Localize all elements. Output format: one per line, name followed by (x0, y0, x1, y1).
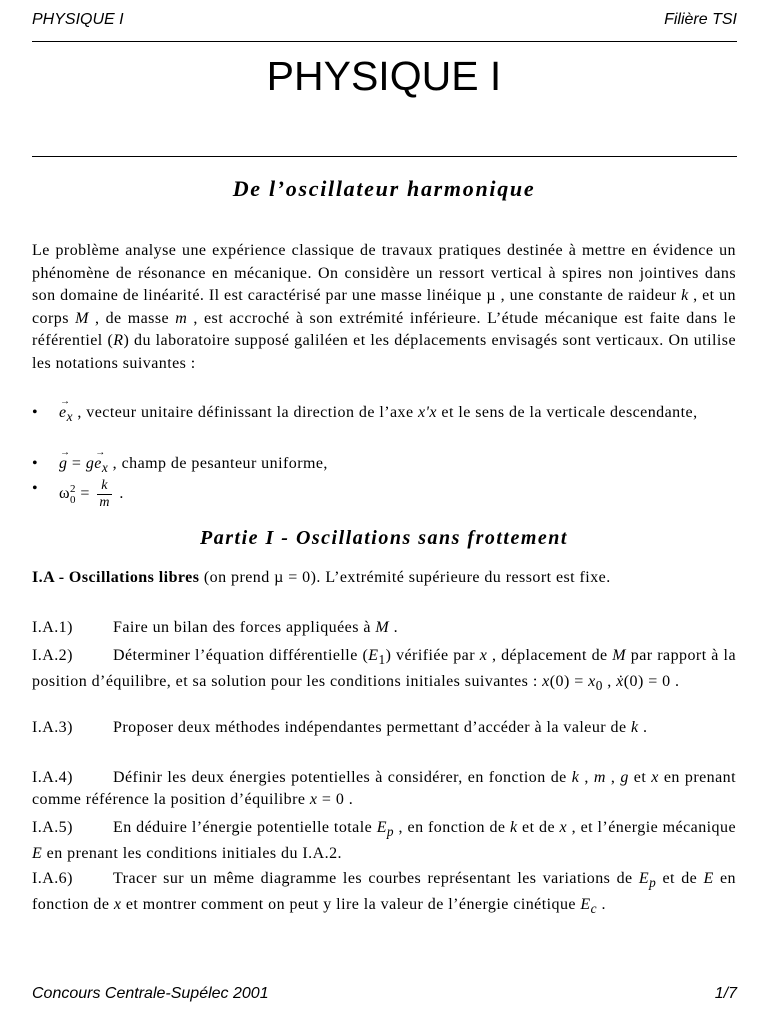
omega-symbol: ω (59, 485, 70, 503)
symbol-k: k (681, 287, 689, 304)
question-ia3: I.A.3) Proposer deux méthodes indépendantes permettant d’accéder à la valeur de k . (32, 717, 736, 739)
question-number: I.A.4) (32, 769, 73, 786)
bullet-icon: • (32, 404, 39, 421)
list-item: • → $e_x$ , vecteur unitaire définissant la direction de l’axe x'x et le sens de la verticale descendante, (32, 402, 763, 428)
gravity-vector: → g (59, 453, 67, 475)
section-ia: I.A - Oscillations libres (on prend µ = 0). L’extrémité supérieure du ressort est fixe. (32, 569, 611, 586)
footer-exam-name: Concours Centrale-Supélec 2001 (32, 985, 269, 1002)
question-ia2: I.A.2) Déterminer l’équation différentielle $(E_1)$ vérifiée par x , déplacement de M par rapport à la position d’équilibre, et sa solution pour les conditions initiales suivantes : $x(0) = x_0$ , ẋ(0) = 0 . (32, 647, 737, 693)
list-item: • ω 2 0 = $\frac{k}{m}$ . (32, 478, 124, 510)
question-number: I.A.5) (32, 819, 73, 836)
symbol-m: m (175, 309, 188, 327)
part-heading: Partie I - Oscillations sans frottement (200, 527, 568, 549)
fraction: $\frac{k}{m}$ (99, 478, 110, 510)
question-number: I.A.2) (32, 647, 73, 664)
symbol-M: M (75, 309, 89, 327)
section-heading: I.A - Oscillations libres (32, 569, 200, 586)
bullet-icon: • (32, 455, 39, 472)
symbol-R: R (113, 332, 124, 349)
intro-paragraph: Le problème analyse une expérience classique de travaux pratiques destinée à mettre en évidence un phénomène de résonance en mécanique. On considère un ressort vertical à spires non jointives dans son domaine de linéarité. Il est caractérisé par une masse linéique µ , une constante de raideur k , et un corps M , de masse m , est accroché à son extrémité inférieure. L’étude mécanique est faite dans le référentiel (R) du laboratoire supposé galiléen et les déplacements envisagés sont verticaux. On utilise les notations suivantes : (32, 242, 737, 372)
question-number: I.A.1) (32, 619, 73, 636)
question-ia4: I.A.4) Définir les deux énergies potentielles à considérer, en fonction de k , m , g et x en prenant comme référence la position d’équilibre x = 0 . (32, 769, 736, 808)
question-number: I.A.6) (32, 870, 73, 887)
page-title: PHYSIQUE I (266, 53, 502, 99)
title-divider (32, 156, 737, 157)
header-subject: PHYSIQUE I (32, 11, 124, 28)
page-number: 1/7 (714, 985, 737, 1002)
symbol-mu: µ (486, 287, 497, 304)
question-number: I.A.3) (32, 719, 73, 736)
question-ia1: I.A.1) Faire un bilan des forces appliquées à M . (32, 617, 736, 639)
question-ia5: I.A.5) En déduire l’énergie potentielle totale $E_p$ , en fonction de k et de x , et l’énergie mécanique E en prenant les conditions initiales du I.A.2. (32, 819, 736, 862)
problem-subtitle: De l’oscillateur harmonique (232, 176, 536, 201)
list-item: • → $g = g\to e_x$ , champ de pesanteur uniforme, (32, 453, 763, 479)
header-track: Filière TSI (664, 11, 737, 28)
unit-vector: → e (59, 402, 67, 424)
running-header (32, 9, 737, 42)
bullet-icon: • (32, 480, 39, 497)
question-ia6: I.A.6) Tracer sur un même diagramme les courbes représentant les variations de $E_p$ et de E en fonction de x et montrer comment on peut y lire la valeur de l’énergie cinétique $E_c$ . (32, 870, 737, 916)
